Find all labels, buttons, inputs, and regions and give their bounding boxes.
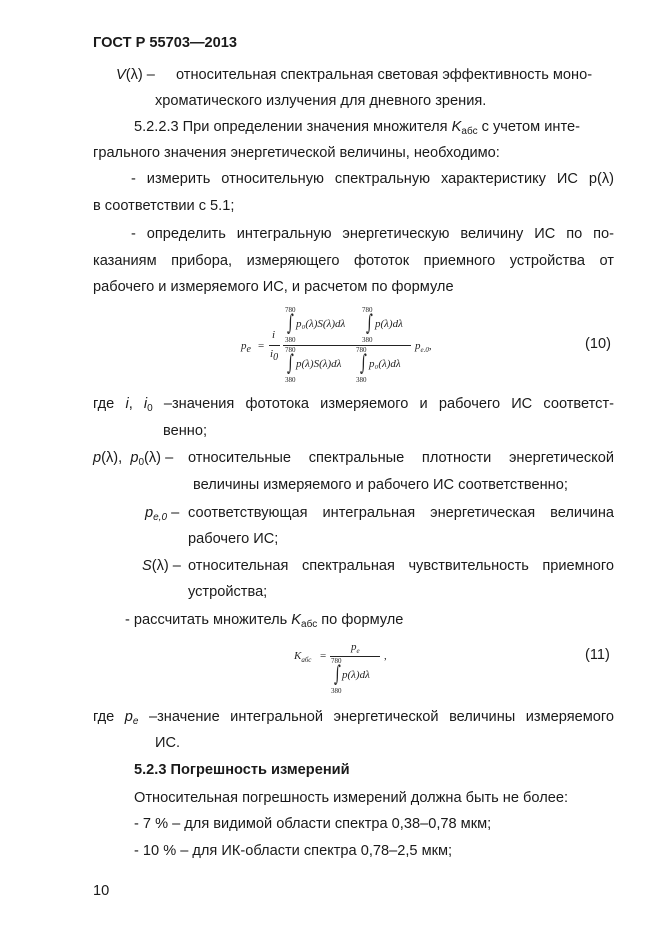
f11-den-term: p(λ)dλ [342, 669, 370, 681]
f10-den-int1-upper: 780 [285, 346, 296, 354]
f11-num: $p_e$ [351, 641, 360, 655]
where-pe0-symbol: $p_{e,0}$ – [145, 505, 180, 523]
section-523-item2: - 10 % – для ИК-области спектра 0,78–2,5 мкм; [134, 843, 453, 859]
f11-comma: , [384, 650, 387, 662]
calc-k-line: - рассчитать множитель $K_{абс}$ по формуле [125, 612, 404, 630]
where-s-text-1: относительная спектральная чувствительность приемного [188, 558, 614, 574]
f10-num-int1-lower: 380 [285, 336, 296, 344]
where-s-text-2: устройства; [188, 584, 268, 600]
f11-int-sign: ∫ [334, 662, 341, 687]
f11-lhs: $K_{абс}$ [294, 650, 312, 664]
page-number: 10 [93, 883, 110, 899]
where-s-symbol: S(λ) – [142, 558, 181, 574]
f11-eq: = [320, 650, 327, 662]
v-lambda-text-2: хроматического излучения для дневного зрения. [155, 93, 487, 109]
f10-den-int2-upper: 780 [356, 346, 367, 354]
f10-lhs: $p_e$ [241, 340, 251, 355]
f10-den-int2-sign: ∫ [360, 351, 367, 376]
f10-num-int2-upper: 780 [362, 306, 373, 314]
v-lambda-text-1: относительная спектральная световая эффективность моно- [176, 67, 593, 83]
where-pe0-text-1: соответствующая интегральная энергетическая величина [188, 505, 614, 521]
where-pe-line2: ИС. [155, 735, 181, 751]
f10-num-term2: p(λ)dλ [375, 318, 403, 330]
f10-den-term1: p(λ)S(λ)dλ [296, 358, 342, 370]
bullet-measure-line1: - измерить относительную спектральную характеристику ИС p(λ) [131, 171, 614, 187]
f10-i-num: i [272, 329, 276, 341]
where-p-text-2: величины измеряемого и рабочего ИС соответственно; [193, 477, 568, 493]
f10-den-int1-lower: 380 [285, 376, 296, 384]
f10-num-int2-lower: 380 [362, 336, 373, 344]
document-header: ГОСТ Р 55703—2013 [93, 35, 238, 51]
formula-10-number: (10) [585, 336, 611, 352]
f10-i-den: $i_0$ [270, 348, 279, 363]
f11-upper: 780 [331, 657, 342, 665]
bullet-determine-line3: рабочего и измеряемого ИС, и расчетом по формуле [93, 279, 454, 295]
where-p-symbols: p(λ), $p_0(\lambda)$ – [93, 450, 174, 468]
where-i-line: где i, $i_0$ –значения фототока измеряемого и рабочего ИС соответст- [93, 396, 614, 414]
section-523-intro: Относительная погрешность измерений должна быть не более: [134, 790, 568, 806]
f10-eq: = [258, 340, 265, 352]
f10-tail: $p_{e.0}$, [415, 340, 432, 354]
f10-num-int2-sign: ∫ [366, 311, 373, 336]
bullet-determine-line1: - определить интегральную энергетическую величину ИС по по- [131, 226, 614, 242]
f10-num-term1: p₀(λ)S(λ)dλ [296, 318, 346, 330]
where-i-line2: венно; [163, 423, 207, 439]
bullet-determine-line2: казаниям прибора, измеряющего фототок приемного устройства от [93, 253, 614, 269]
formula-11-number: (11) [585, 647, 610, 663]
bullet-measure-line2: в соответствии с 5.1; [93, 198, 235, 214]
f10-den-term2: p₀(λ)dλ [369, 358, 401, 370]
f10-den-int1-sign: ∫ [287, 351, 294, 376]
where-pe0-text-2: рабочего ИС; [188, 531, 279, 547]
where-p-text-1: относительные спектральные плотности энергетической [188, 450, 614, 466]
para-5223-line2: грального значения энергетической величины, необходимо: [93, 145, 500, 161]
f10-num-int1-upper: 780 [285, 306, 296, 314]
f10-den-int2-lower: 380 [356, 376, 367, 384]
para-5223-line1: 5.2.2.3 При определении значения множителя $K_{абс}$ с учетом инте- [134, 119, 580, 137]
f10-num-int1-sign: ∫ [287, 311, 294, 336]
v-lambda-symbol: V(λ) – [116, 67, 155, 83]
section-523-item1: - 7 % – для видимой области спектра 0,38–0,78 мкм; [134, 816, 492, 832]
f11-lower: 380 [331, 687, 342, 695]
section-523-heading: 5.2.3 Погрешность измерений [134, 762, 350, 778]
where-pe-line: где $p_e$ –значение интегральной энергетической величины измеряемого [93, 709, 614, 727]
